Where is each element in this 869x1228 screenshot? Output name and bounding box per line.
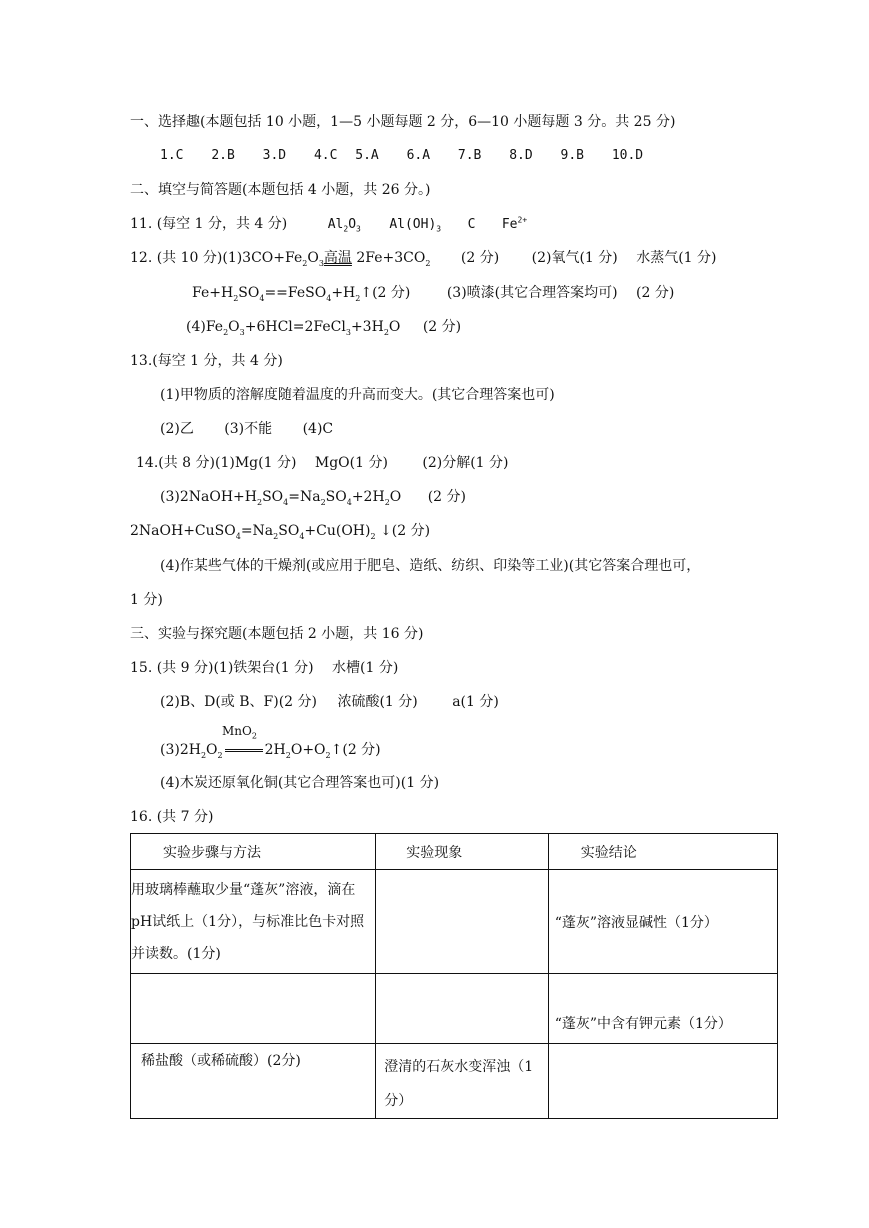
q15-label: 15. (共 9 分)(1)铁架台(1 分) <box>130 660 314 676</box>
q14-answer-mgo: MgO(1 分) <box>314 455 388 471</box>
q15-answer-1b: 水槽(1 分) <box>332 660 399 676</box>
table-cell: 稀盐酸（或稀硫酸）(2分) <box>131 1044 376 1119</box>
q13-answer-2: (2)乙 <box>160 421 194 437</box>
q15-answer-4: (4)木炭还原氧化铜(其它合理答案也可)(1 分) <box>160 775 440 791</box>
q14-answer-2: (2)分解(1 分) <box>422 455 509 471</box>
table-cell <box>548 1044 777 1119</box>
q14-equation-3b: $2NaOH+CuSO_4=Na_2SO_4+Cu(OH)_2$ ↓(2 分) <box>130 523 431 541</box>
q11-line <box>130 214 527 235</box>
q15-answer-2: (2)B、D(或 B、F)(2 分) <box>160 694 318 710</box>
q14-line-2 <box>160 487 466 507</box>
answer-8: 8.D <box>509 148 533 163</box>
q15-answer-2c: a(1 分) <box>452 694 499 710</box>
table-cell <box>376 974 548 1044</box>
section-3-heading: 三、实验与探究题(本题包括 2 小题，共 16 分) <box>130 626 424 642</box>
q14-equation-3: $(3)2NaOH+H_2SO_4=Na_2SO_4+2H_2O$ <box>160 489 402 507</box>
table-cell <box>376 870 548 974</box>
q11-answer-a: $Al_2O_3$ <box>327 217 361 234</box>
q11-answer-b: $Al(OH)_3$ <box>389 217 442 234</box>
section-2-heading: 二、填空与简答题(本题包括 4 小题，共 26 分。) <box>130 182 431 198</box>
table-header-cell: 实验结论 <box>548 834 777 870</box>
q12-answer-2a: (2)氧气(1 分) <box>531 250 618 266</box>
q12-score-4: (2 分) <box>422 319 462 335</box>
q11-answer-d: $Fe^{2+}$ <box>501 215 528 232</box>
q16-table <box>130 833 778 1119</box>
q12-score-3: (2 分) <box>636 285 675 301</box>
q15-catalyst: MnO$_2$ <box>222 724 257 741</box>
q12-score-1: (2 分) <box>460 250 500 266</box>
q13-answer-3: (3)不能 <box>224 421 273 437</box>
q14-label: 14.(共 8 分)(1)Mg(1 分) <box>136 455 297 471</box>
q14-answer-4: (4)作某些气体的干燥剂(或应用于肥皂、造纸、纺织、印染等工业)(其它答案合理也可， <box>160 558 701 574</box>
q12-answer-3: (3)喷漆(其它合理答案均可) <box>446 285 618 301</box>
q15-line-1 <box>130 658 398 678</box>
table-header-cell: 实验现象 <box>376 834 548 870</box>
q12-equation-2: $Fe+H_2SO_4==FeSO_4+H_2↑(2$ 分) <box>192 285 411 303</box>
q11-answer-c: C <box>467 217 476 232</box>
q14-answer-4-cont: 1 分) <box>130 592 163 608</box>
q14-line-3 <box>130 521 430 541</box>
q13-answers-2-4 <box>160 419 333 439</box>
answer-6: 6.A <box>406 148 431 163</box>
q12-equation-4: $(4)Fe_2O_3+6HCl=2FeCl_3+3H_2O$ <box>186 319 401 337</box>
answer-10: 10.D <box>611 148 644 163</box>
q13-answer-1: (1)甲物质的溶解度随着温度的升高而变大。(其它合理答案也可) <box>160 387 555 403</box>
table-header-cell: 实验步骤与方法 <box>131 834 376 870</box>
table-row <box>131 870 778 974</box>
q15-line-2 <box>160 692 499 712</box>
table-cell: “蓬灰”中含有钾元素（1分） <box>548 974 777 1044</box>
answer-7: 7.B <box>457 148 482 163</box>
answer-1: 1.C <box>160 148 184 163</box>
table-cell: “蓬灰”溶液显碱性（1分） <box>548 870 777 974</box>
answer-3: 3.D <box>262 148 287 163</box>
q12-condition: 高温 <box>323 250 352 266</box>
q13-answer-4: (4)C <box>302 421 334 437</box>
reaction-arrow <box>225 749 263 752</box>
mc-answers <box>160 146 643 166</box>
q11-label: 11. (每空 1 分，共 4 分) <box>130 216 288 232</box>
table-cell: 澄清的石灰水变浑浊（1分） <box>376 1044 548 1119</box>
answer-2: 2.B <box>211 148 235 163</box>
q12-answer-2b: 水蒸气(1 分) <box>636 250 717 266</box>
table-row <box>131 974 778 1044</box>
q12-line-3 <box>186 317 461 337</box>
table-cell: 用玻璃棒蘸取少量“蓬灰”溶液，滴在pH试纸上（1分），与标准比色卡对照并读数。(1分) <box>131 870 376 974</box>
table-row <box>131 1044 778 1119</box>
answer-4: 4.C <box>313 148 338 163</box>
table-cell <box>131 974 376 1044</box>
section-1-heading: 一、选择趣(本题包括 10 小题，1—5 小题每题 2 分，6—10 小题每题 3 分。共 25 分) <box>130 114 676 130</box>
q12-line-2 <box>192 283 674 303</box>
q13-label: 13.(每空 1 分，共 4 分) <box>130 353 283 369</box>
q16-label: 16. (共 7 分) <box>130 809 214 825</box>
q15-equation-3: $(3)2H_2O_2$ $2H_2O+O_2↑(2$ 分) <box>160 742 381 760</box>
table-header-row <box>131 834 778 870</box>
q15-answer-2b: 浓硫酸(1 分) <box>337 694 418 710</box>
q14-score-3: (2 分) <box>427 489 466 505</box>
q12-line-1 <box>130 248 716 268</box>
q15-line-3 <box>160 740 381 760</box>
q14-line-1 <box>136 453 509 473</box>
answer-9: 9.B <box>560 148 584 163</box>
answer-5: 5.A <box>355 148 379 163</box>
q12-equation-1: 12. (共 10 分)$(1)3CO+Fe_2O_3$高温 $2Fe+3CO_2$ <box>130 250 431 268</box>
